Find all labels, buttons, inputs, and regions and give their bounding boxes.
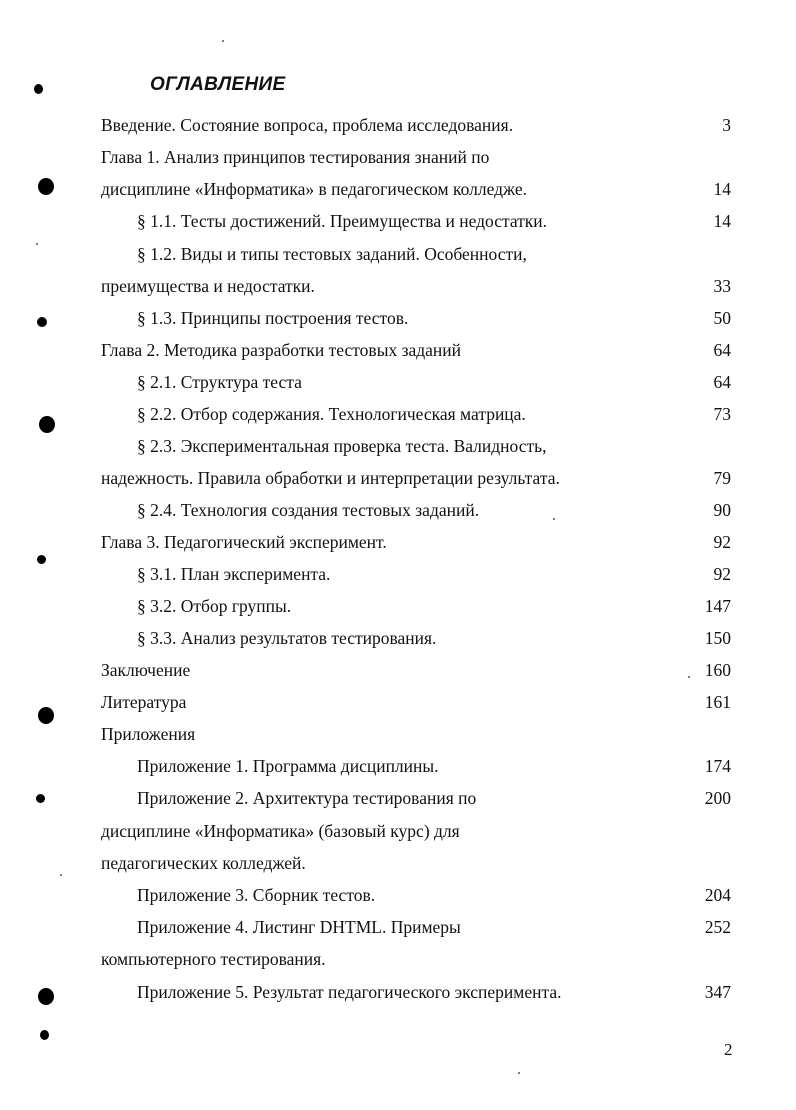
toc-entry-page: 64 [713,372,731,392]
toc-entry [137,205,731,237]
binder-hole-mark [38,178,54,195]
toc-entry [137,302,731,334]
toc-entry-text: § 3.2. Отбор группы. [137,596,292,616]
toc-entry-text: § 2.3. Экспериментальная проверка теста. Валидность, [137,436,547,456]
toc-entry [101,173,731,205]
toc-entry-page: 79 [713,468,731,488]
toc-entry [101,462,731,494]
toc-entry-text: Приложение 5. Результат педагогического эксперимента. [137,982,562,1002]
toc-entry-text: Глава 3. Педагогический эксперимент. [101,532,387,552]
page-number: 2 [724,1040,733,1059]
toc-entry-text: § 2.4. Технология создания тестовых заданий. [137,500,480,520]
toc-entry [137,558,731,590]
toc-entry [137,494,731,526]
toc-entry-text: Глава 1. Анализ принципов тестирования знаний по [101,147,490,167]
binder-hole-mark [38,988,54,1005]
binder-hole-mark [34,84,43,94]
toc-entry-text: Приложение 2. Архитектура тестирования по [137,788,477,808]
toc-entry-text: § 1.1. Тесты достижений. Преимущества и недостатки. [137,211,548,231]
toc-entry-page: 92 [713,564,731,584]
toc-entry-text: Приложение 4. Листинг DHTML. Примеры [137,917,461,937]
toc-entry [137,238,731,270]
toc-entry-page: 90 [713,500,731,520]
toc-entry-page: 3 [722,115,731,135]
toc-entry [101,847,731,879]
toc-entry-page: 161 [704,692,731,712]
toc-entry-text: педагогических колледжей. [101,853,306,873]
toc-entry-page: 150 [704,628,731,648]
toc-entry [101,141,731,173]
toc-entry-page: 147 [704,596,731,616]
toc-entry-page: 50 [713,308,731,328]
scan-speck [36,243,38,245]
toc-entry-text: Глава 2. Методика разработки тестовых заданий [101,340,462,360]
binder-hole-mark [37,317,47,327]
toc-entry [137,366,731,398]
toc-entry [101,109,731,141]
toc-entry-text: Введение. Состояние вопроса, проблема исследования. [101,115,514,135]
toc-entry-text: § 1.3. Принципы построения тестов. [137,308,409,328]
toc-entry-page: 160 [704,660,731,680]
toc-entry-page: 14 [713,211,731,231]
scan-speck [60,874,62,876]
toc-entry [137,879,731,911]
toc-entry [101,718,731,750]
toc-entry-page: 64 [713,340,731,360]
toc-entry [137,750,731,782]
toc-entry [101,943,731,975]
toc-entry [101,270,731,302]
toc-entry-text: Приложения [101,724,196,744]
toc-entry-page: 92 [713,532,731,552]
binder-hole-mark [40,1030,49,1040]
toc-entry [101,815,731,847]
toc-entry-text: § 2.2. Отбор содержания. Технологическая матрица. [137,404,526,424]
toc-entry-page: 33 [713,276,731,296]
toc-entry-text: § 1.2. Виды и типы тестовых заданий. Особенности, [137,244,527,264]
toc-entry-text: § 2.1. Структура теста [137,372,302,392]
toc-entry [137,622,731,654]
toc-entry [101,654,731,686]
toc-entry-text: Заключение [101,660,191,680]
toc-entry-text: дисциплине «Информатика» (базовый курс) для [101,821,460,841]
binder-hole-mark [36,794,45,803]
toc-entry-text: дисциплине «Информатика» в педагогическом колледже. [101,179,528,199]
binder-hole-mark [39,416,55,433]
toc-entry-page: 200 [704,788,731,808]
binder-hole-mark [37,555,46,564]
toc-entry [101,334,731,366]
toc-entry [137,430,731,462]
toc-entry-text: § 3.3. Анализ результатов тестирования. [137,628,437,648]
toc-entry-page: 14 [713,179,731,199]
scan-speck [222,40,224,42]
toc-entry [137,590,731,622]
toc-entry [101,686,731,718]
toc-entry [137,398,731,430]
toc-entry-page: 73 [713,404,731,424]
toc-entry-text: надежность. Правила обработки и интерпретации результата. [101,468,560,488]
toc-entry-text: преимущества и недостатки. [101,276,315,296]
scan-speck [518,1072,520,1074]
toc-entry-text: Приложение 1. Программа дисциплины. [137,756,439,776]
toc-entry [137,782,731,814]
toc-entry [137,976,731,1008]
toc-entry-text: Литература [101,692,187,712]
toc-entry [137,911,731,943]
toc-entry-text: § 3.1. План эксперимента. [137,564,331,584]
toc-entry-page: 347 [704,982,731,1002]
toc-heading: ОГЛАВЛЕНИЕ [150,74,286,95]
toc-entry-text: Приложение 3. Сборник тестов. [137,885,376,905]
toc-entry-page: 174 [704,756,731,776]
toc-entry-text: компьютерного тестирования. [101,949,326,969]
toc-entry-page: 204 [704,885,731,905]
toc-entry [101,526,731,558]
toc-entry-page: 252 [704,917,731,937]
binder-hole-mark [38,707,54,724]
